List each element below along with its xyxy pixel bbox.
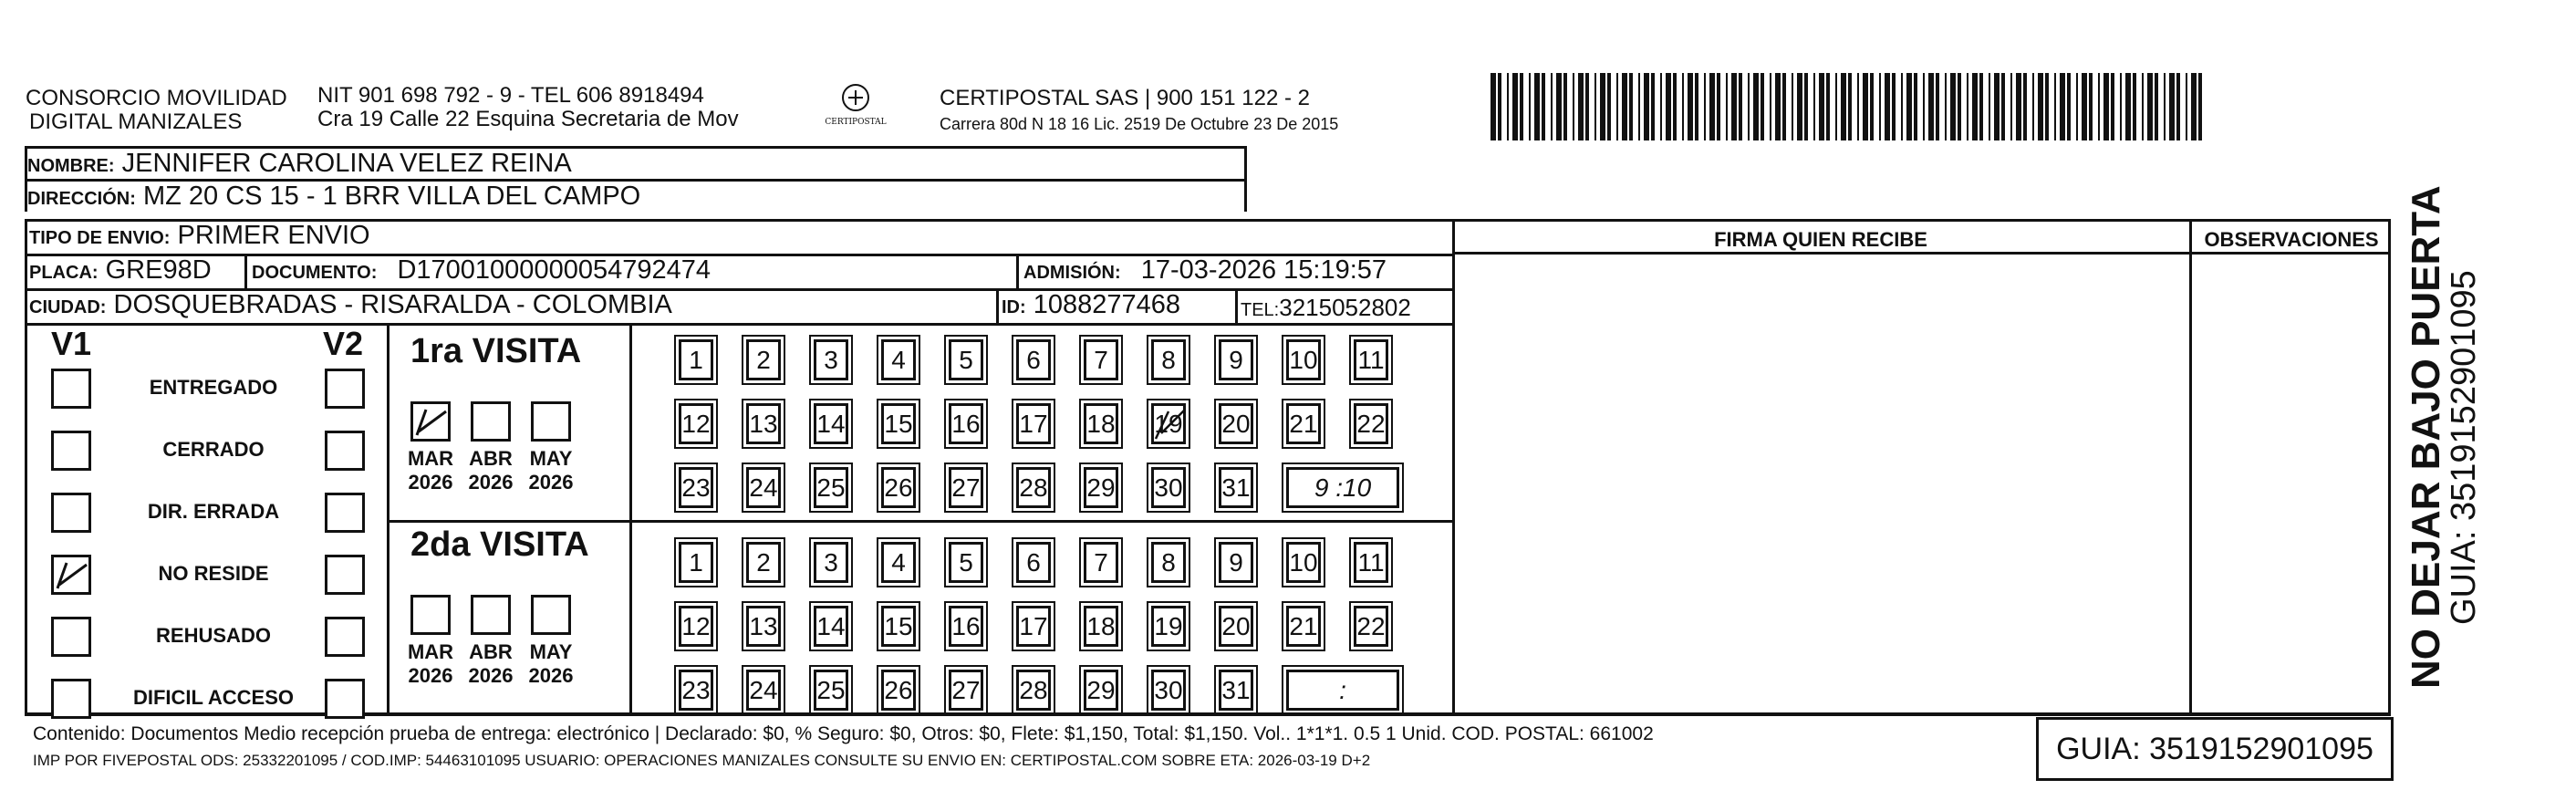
- barcode-bar: [1726, 73, 1728, 140]
- v1-label: V1: [51, 325, 92, 362]
- day-box-24[interactable]: 24: [746, 670, 781, 711]
- day-box-25[interactable]: 25: [814, 467, 848, 508]
- day-box-8[interactable]: 8: [1151, 542, 1186, 583]
- day-box-30[interactable]: 30: [1151, 670, 1186, 711]
- day-box-27[interactable]: 27: [949, 670, 983, 711]
- barcode-bar: [1629, 73, 1633, 140]
- barcode-bar: [1600, 73, 1605, 140]
- second-visit-title: 2da VISITA: [410, 525, 589, 564]
- barcode-bar: [1792, 73, 1793, 140]
- day-box-13[interactable]: 13: [746, 606, 781, 647]
- day-box-21[interactable]: 21: [1286, 606, 1321, 647]
- v2-checkbox-2[interactable]: [325, 431, 365, 471]
- barcode-bar: [1879, 73, 1881, 140]
- day-box-27[interactable]: 27: [949, 467, 983, 508]
- barcode-bar: [2191, 73, 2197, 140]
- v1-checkbox-6[interactable]: [51, 679, 91, 719]
- barcode-bar: [1826, 73, 1830, 140]
- barcode-bar: [1863, 73, 1868, 140]
- month-checkbox-mar[interactable]: [410, 401, 451, 442]
- barcode-bar: [1870, 73, 1874, 140]
- month-label: [463, 640, 518, 688]
- first-visit-title: 1ra VISITA: [410, 332, 582, 370]
- day-box-23[interactable]: 23: [679, 467, 713, 508]
- day-box-15[interactable]: 15: [881, 403, 916, 444]
- day-box-26[interactable]: 26: [881, 670, 916, 711]
- v2-checkbox-6[interactable]: [325, 679, 365, 719]
- day-box-28[interactable]: 28: [1016, 670, 1051, 711]
- barcode-bar: [1573, 73, 1574, 140]
- barcode-bar: [1731, 73, 1737, 140]
- v1-checkbox-4[interactable]: [51, 555, 91, 595]
- barcode-bar: [1841, 73, 1846, 140]
- status-label: NO RESIDE: [158, 562, 269, 585]
- month-checkbox-may[interactable]: [531, 401, 571, 442]
- barcode-bar: [1638, 73, 1640, 140]
- day-box-8[interactable]: 8: [1151, 339, 1186, 380]
- barcode: [1487, 73, 2217, 140]
- barcode-bar: [1704, 73, 1706, 140]
- barcode-bar: [1950, 73, 1956, 140]
- company-contact: NIT 901 698 792 - 9 - TEL 606 8918494 Cra 19 Calle 22 Esquina Secretaria de Mov: [317, 83, 739, 131]
- barcode-bar: [2098, 73, 2100, 140]
- day-box-10[interactable]: 10: [1286, 542, 1321, 583]
- barcode-bar: [1775, 73, 1781, 140]
- day-box-20[interactable]: 20: [1219, 606, 1253, 647]
- barcode-bar: [1906, 73, 1912, 140]
- day-box-25[interactable]: 25: [814, 670, 848, 711]
- barcode-bar: [2089, 73, 2093, 140]
- day-box-13[interactable]: 13: [746, 403, 781, 444]
- barcode-bar: [1885, 73, 1890, 140]
- month-name: ABR: [469, 640, 513, 663]
- month-name: MAY: [529, 640, 573, 663]
- barcode-bar: [1709, 73, 1715, 140]
- v2-label: V2: [323, 325, 364, 362]
- v1-checkbox-1[interactable]: [51, 369, 91, 409]
- barcode-bar: [1666, 73, 1671, 140]
- day-box-9[interactable]: 9: [1219, 542, 1253, 583]
- side-guia-text: GUIA: 3519152901095: [2445, 270, 2483, 625]
- day-box-11[interactable]: 11: [1354, 542, 1388, 583]
- month-label: [403, 640, 458, 688]
- day-box-29[interactable]: 29: [1084, 467, 1118, 508]
- barcode-bar: [2010, 73, 2012, 140]
- day-box-28[interactable]: 28: [1016, 467, 1051, 508]
- day-box-21[interactable]: 21: [1286, 403, 1321, 444]
- month-label: [524, 447, 578, 494]
- day-box-30[interactable]: 30: [1151, 467, 1186, 508]
- v1-checkbox-2[interactable]: [51, 431, 91, 471]
- month-label: [463, 447, 518, 494]
- barcode-bar: [1695, 73, 1698, 140]
- barcode-bar: [1491, 73, 1496, 140]
- day-box-10[interactable]: 10: [1286, 339, 1321, 380]
- month-checkbox-may[interactable]: [531, 595, 571, 635]
- barcode-bar: [2060, 73, 2065, 140]
- time-box[interactable]: 9 :10: [1286, 467, 1399, 508]
- barcode-bar: [2067, 73, 2071, 140]
- day-box-23[interactable]: 23: [679, 670, 713, 711]
- month-name: MAY: [529, 447, 573, 470]
- barcode-bar: [2111, 73, 2114, 140]
- documento: DOCUMENTO: D17001000000054792474: [252, 255, 711, 285]
- day-box-12[interactable]: 12: [679, 606, 713, 647]
- month-year: 2026: [468, 471, 514, 494]
- barcode-bar: [2103, 73, 2109, 140]
- barcode-bar: [1892, 73, 1896, 140]
- barcode-bar: [1556, 73, 1562, 140]
- day-box-5[interactable]: 5: [949, 339, 983, 380]
- barcode-bar: [1520, 73, 1523, 140]
- barcode-bar: [2164, 73, 2166, 140]
- barcode-bar: [2038, 73, 2043, 140]
- barcode-bar: [2125, 73, 2131, 140]
- barcode-bar: [1819, 73, 1824, 140]
- barcode-bar: [1923, 73, 1925, 140]
- barcode-bar: [1607, 73, 1611, 140]
- day-box-9[interactable]: 9: [1219, 339, 1253, 380]
- barcode-bar: [2198, 73, 2202, 140]
- barcode-bar: [2032, 73, 2034, 140]
- barcode-bar: [1753, 73, 1759, 140]
- firma-label: FIRMA QUIEN RECIBE: [1714, 228, 1927, 251]
- day-box-17[interactable]: 17: [1016, 606, 1051, 647]
- day-box-2[interactable]: 2: [746, 542, 781, 583]
- day-number: 19: [1154, 410, 1183, 438]
- day-box-6[interactable]: 6: [1016, 542, 1051, 583]
- guia-box: GUIA: 3519152901095: [2036, 717, 2394, 781]
- month-checkbox-abr[interactable]: [471, 401, 511, 442]
- barcode-bar: [1782, 73, 1786, 140]
- barcode-bar: [1542, 73, 1545, 140]
- day-box-22[interactable]: 22: [1354, 403, 1388, 444]
- month-label: [524, 640, 578, 688]
- day-box-1[interactable]: 1: [679, 339, 713, 380]
- barcode-bar: [1717, 73, 1720, 140]
- day-box-16[interactable]: 16: [949, 606, 983, 647]
- status-label: DIR. ERRADA: [147, 500, 280, 523]
- barcode-bar: [2142, 73, 2144, 140]
- barcode-bar: [1529, 73, 1531, 140]
- day-box-26[interactable]: 26: [881, 467, 916, 508]
- barcode-bar: [1644, 73, 1649, 140]
- month-name: MAR: [407, 447, 454, 470]
- day-box-18[interactable]: 18: [1084, 606, 1118, 647]
- placa: PLACA: GRE98D: [29, 255, 212, 285]
- barcode-bar: [1616, 73, 1618, 140]
- check-mark-icon: [1152, 406, 1189, 442]
- tipo-envio: TIPO DE ENVIO: PRIMER ENVIO: [29, 221, 370, 250]
- check-mark-icon: [413, 404, 450, 441]
- barcode-bar: [2176, 73, 2180, 140]
- direccion-row: DIRECCIÓN: MZ 20 CS 15 - 1 BRR VILLA DEL CAMPO: [25, 179, 1247, 212]
- observaciones-label: OBSERVACIONES: [2204, 228, 2379, 251]
- day-box-4[interactable]: 4: [881, 542, 916, 583]
- day-box-14[interactable]: 14: [814, 403, 848, 444]
- imp-text: IMP POR FIVEPOSTAL ODS: 25332201095 / COD.IMP: 54463101095 USUARIO: OPERACIONES MANIZALES CONSULTE SU ENVIO EN: CERTIPOSTAL.COM SOBRE ETA: 2026-03-19 D+2: [33, 752, 1371, 769]
- day-box-3[interactable]: 3: [814, 542, 848, 583]
- barcode-bar: [2045, 73, 2049, 140]
- certipostal-logo: CERTIPOSTAL: [819, 82, 892, 127]
- barcode-bar: [1551, 73, 1553, 140]
- barcode-bar: [2155, 73, 2158, 140]
- id-field: ID: 1088277468: [1002, 290, 1181, 319]
- barcode-bar: [1622, 73, 1627, 140]
- month-label: [403, 447, 458, 494]
- barcode-bar: [1994, 73, 2000, 140]
- barcode-bar: [1967, 73, 1968, 140]
- check-mark-icon: [54, 557, 90, 594]
- day-box-24[interactable]: 24: [746, 467, 781, 508]
- barcode-bar: [1507, 73, 1509, 140]
- month-name: ABR: [469, 447, 513, 470]
- day-box-3[interactable]: 3: [814, 339, 848, 380]
- month-checkbox-abr[interactable]: [471, 595, 511, 635]
- day-box-19[interactable]: 19: [1151, 606, 1186, 647]
- barcode-bar: [1835, 73, 1837, 140]
- barcode-bar: [2133, 73, 2136, 140]
- day-box-1[interactable]: 1: [679, 542, 713, 583]
- day-box-29[interactable]: 29: [1084, 670, 1118, 711]
- day-box-7[interactable]: 7: [1084, 339, 1118, 380]
- barcode-bar: [1585, 73, 1589, 140]
- barcode-bar: [1848, 73, 1852, 140]
- barcode-bar: [2054, 73, 2056, 140]
- day-box-12[interactable]: 12: [679, 403, 713, 444]
- status-label: CERRADO: [162, 438, 265, 461]
- status-label: ENTREGADO: [149, 376, 278, 399]
- day-box-18[interactable]: 18: [1084, 403, 1118, 444]
- day-box-6[interactable]: 6: [1016, 339, 1051, 380]
- no-dejar-text: NO DEJAR BAJO PUERTA: [2404, 185, 2448, 689]
- courier-info: CERTIPOSTAL SAS | 900 151 122 - 2 Carrera 80d N 18 16 Lic. 2519 De Octubre 23 De 2015: [940, 86, 1339, 133]
- v1-checkbox-3[interactable]: [51, 493, 91, 533]
- barcode-bar: [1563, 73, 1567, 140]
- barcode-bar: [2016, 73, 2021, 140]
- month-year: 2026: [408, 471, 453, 494]
- barcode-bar: [1660, 73, 1662, 140]
- time-box[interactable]: :: [1286, 670, 1399, 711]
- barcode-bar: [2023, 73, 2027, 140]
- nombre-row: NOMBRE: JENNIFER CAROLINA VELEZ REINA: [25, 146, 1247, 179]
- barcode-bar: [1761, 73, 1764, 140]
- barcode-bar: [1928, 73, 1934, 140]
- barcode-bar: [1651, 73, 1655, 140]
- barcode-bar: [1594, 73, 1596, 140]
- barcode-bar: [1804, 73, 1808, 140]
- day-box-7[interactable]: 7: [1084, 542, 1118, 583]
- barcode-bar: [1534, 73, 1540, 140]
- month-year: 2026: [408, 664, 453, 687]
- barcode-bar: [1857, 73, 1859, 140]
- v2-checkbox-1[interactable]: [325, 369, 365, 409]
- v2-checkbox-5[interactable]: [325, 617, 365, 657]
- ciudad: CIUDAD: DOSQUEBRADAS - RISARALDA - COLOMBIA: [29, 290, 672, 319]
- barcode-bar: [1979, 73, 1983, 140]
- admision: ADMISIÓN: 17-03-2026 15:19:57: [1023, 255, 1387, 285]
- v1-checkbox-5[interactable]: [51, 617, 91, 657]
- month-year: 2026: [528, 664, 574, 687]
- barcode-bar: [1958, 73, 1961, 140]
- day-box-31[interactable]: 31: [1219, 670, 1253, 711]
- v2-checkbox-3[interactable]: [325, 493, 365, 533]
- month-name: MAR: [407, 640, 454, 663]
- barcode-bar: [2147, 73, 2153, 140]
- barcode-bar: [1813, 73, 1815, 140]
- barcode-bar: [1688, 73, 1693, 140]
- month-year: 2026: [528, 471, 574, 494]
- status-label: REHUSADO: [156, 624, 271, 647]
- logo-icon: [836, 82, 876, 113]
- day-box-20[interactable]: 20: [1219, 403, 1253, 444]
- barcode-bar: [2186, 73, 2187, 140]
- day-box-19[interactable]: [1151, 403, 1186, 444]
- v2-checkbox-4[interactable]: [325, 555, 365, 595]
- barcode-bar: [1673, 73, 1677, 140]
- day-box-5[interactable]: 5: [949, 542, 983, 583]
- barcode-bar: [2120, 73, 2122, 140]
- barcode-image: [1487, 73, 2217, 140]
- barcode-bar: [2076, 73, 2078, 140]
- barcode-bar: [2169, 73, 2175, 140]
- barcode-bar: [1936, 73, 1939, 140]
- barcode-bar: [1498, 73, 1501, 140]
- contenido-text: Contenido: Documentos Medio recepción prueba de entrega: electrónico | Declarado: $0, % Seguro: $0, Otros: $0, Flete: $1,150, Total: $1,150. Vol.. 1*1*1. 0.5 1 Unid. COD. POSTAL: 661002: [33, 723, 1654, 744]
- tel-field: TEL:3215052802: [1241, 294, 1411, 321]
- day-box-31[interactable]: 31: [1219, 467, 1253, 508]
- status-label: DIFICIL ACCESO: [132, 686, 294, 709]
- barcode-bar: [1770, 73, 1771, 140]
- barcode-bar: [1682, 73, 1684, 140]
- day-box-15[interactable]: 15: [881, 606, 916, 647]
- day-box-14[interactable]: 14: [814, 606, 848, 647]
- barcode-bar: [1797, 73, 1802, 140]
- barcode-bar: [1739, 73, 1742, 140]
- day-box-16[interactable]: 16: [949, 403, 983, 444]
- barcode-bar: [1945, 73, 1947, 140]
- barcode-bar: [1914, 73, 1917, 140]
- barcode-bar: [1512, 73, 1518, 140]
- company-name: CONSORCIO MOVILIDAD DIGITAL MANIZALES: [26, 86, 287, 134]
- month-checkbox-mar[interactable]: [410, 595, 451, 635]
- barcode-bar: [1578, 73, 1584, 140]
- day-box-11[interactable]: 11: [1354, 339, 1388, 380]
- barcode-bar: [1901, 73, 1903, 140]
- barcode-bar: [1748, 73, 1750, 140]
- barcode-bar: [2082, 73, 2087, 140]
- day-box-4[interactable]: 4: [881, 339, 916, 380]
- barcode-bar: [1972, 73, 1978, 140]
- month-year: 2026: [468, 664, 514, 687]
- barcode-bar: [2001, 73, 2005, 140]
- day-box-22[interactable]: 22: [1354, 606, 1388, 647]
- day-box-2[interactable]: 2: [746, 339, 781, 380]
- barcode-bar: [1989, 73, 1990, 140]
- day-box-17[interactable]: 17: [1016, 403, 1051, 444]
